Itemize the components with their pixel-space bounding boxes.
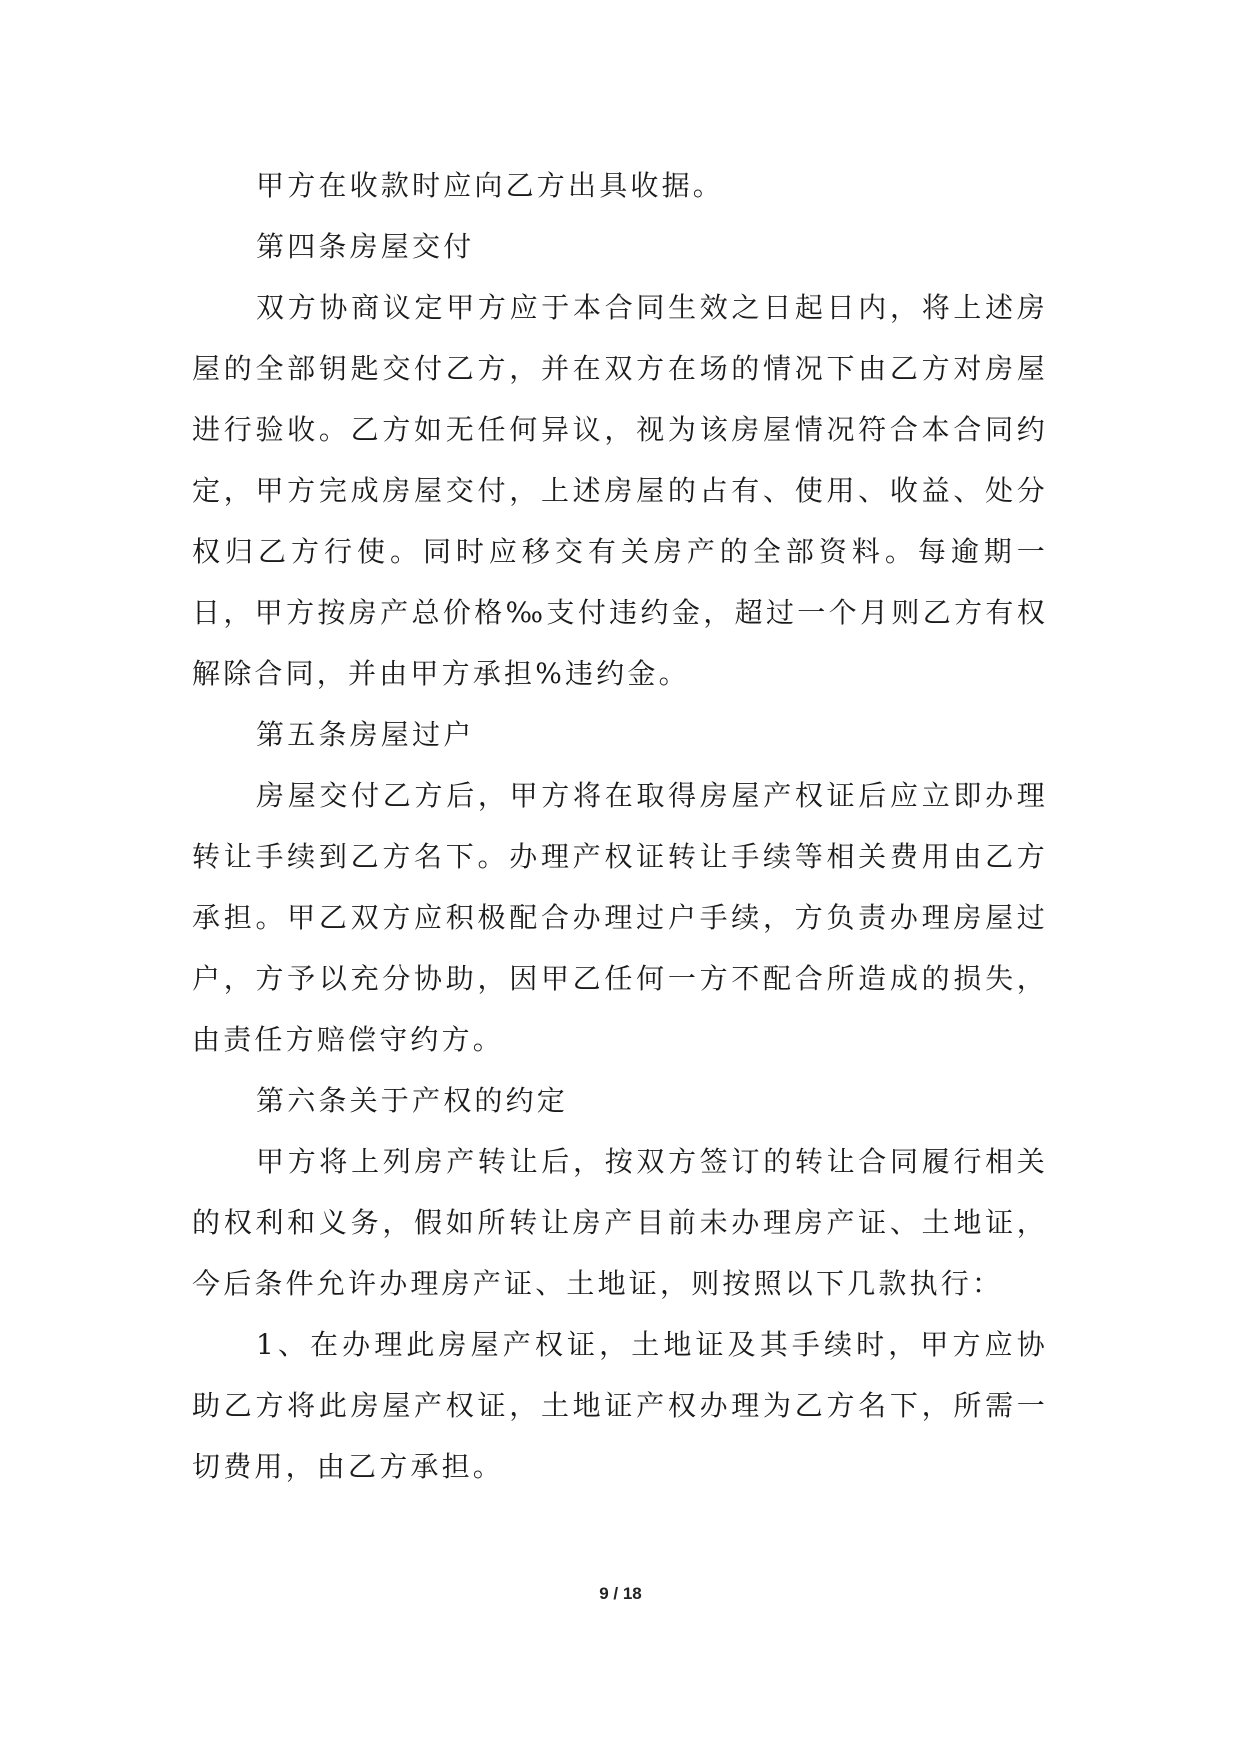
page-number: 9 / 18: [599, 1584, 642, 1603]
paragraph-receipt: 甲方在收款时应向乙方出具收据。: [256, 169, 725, 202]
article-4-body: 双方协商议定甲方应于本合同生效之日起日内，将上述房屋的全部钥匙交付乙方，并在双方在场的情况下由乙方对房屋进行验收。乙方如无任何异议，视为该房屋情况符合本合同约定，甲方完成房屋交付，上述房屋的占有、使用、收益、处分权归乙方行使。同时应移交有关房产的全部资料。每逾期一日，甲方按房产总价格‰支付违约金，超过一个月则乙方有权解除合同，并由甲方承担%违约金。: [192, 291, 1048, 690]
article-4-heading: 第四条房屋交付: [256, 230, 475, 263]
article-6-body: 甲方将上列房产转让后，按双方签订的转让合同履行相关的权利和义务，假如所转让房产目前未办理房产证、土地证，今后条件允许办理房产证、土地证，则按照以下几款执行：: [192, 1145, 1048, 1300]
article-5-body: 房屋交付乙方后，甲方将在取得房屋产权证后应立即办理转让手续到乙方名下。办理产权证转让手续等相关费用由乙方承担。甲乙双方应积极配合办理过户手续，方负责办理房屋过户，方予以充分协助，因甲乙任何一方不配合所造成的损失，由责任方赔偿守约方。: [192, 779, 1048, 1056]
document-body: [192, 155, 1048, 1497]
article-6-heading: 第六条关于产权的约定: [256, 1084, 569, 1117]
article-6-item-1: 1、在办理此房屋产权证，土地证及其手续时，甲方应协助乙方将此房屋产权证，土地证产权办理为乙方名下，所需一切费用，由乙方承担。: [192, 1328, 1048, 1483]
article-5-heading: 第五条房屋过户: [256, 718, 475, 751]
